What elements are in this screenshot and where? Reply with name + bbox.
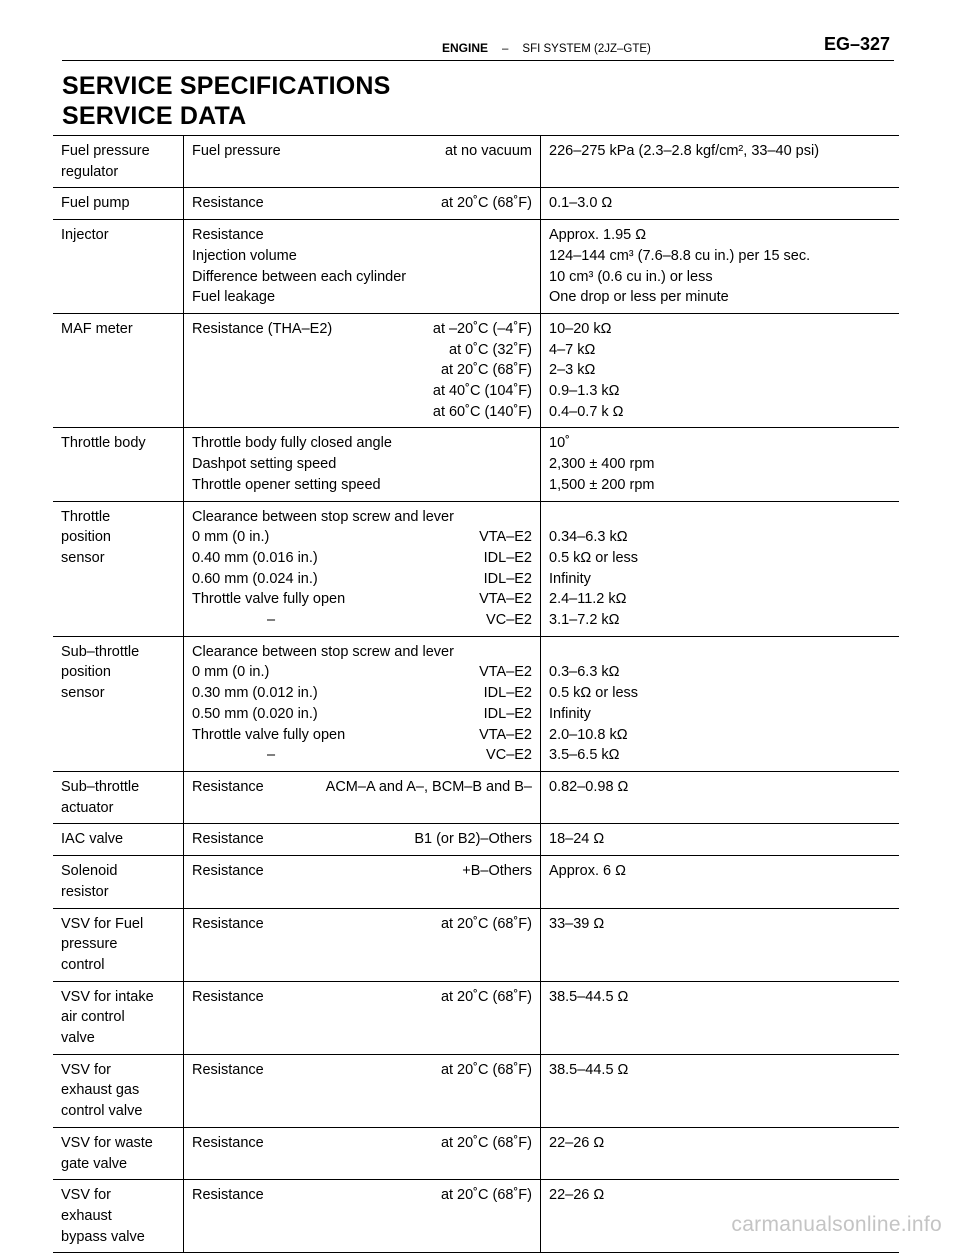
specification-value: 0.5 kΩ or less bbox=[549, 685, 639, 702]
check-item-line bbox=[192, 1060, 532, 1081]
specification-value: 0.34–6.3 kΩ bbox=[549, 529, 628, 546]
component-text: Sub–throttle bbox=[61, 778, 140, 795]
check-condition: at 20˚C (68˚F) bbox=[440, 362, 532, 379]
component-text: position bbox=[61, 664, 111, 681]
title-line-1: SERVICE SPECIFICATIONS bbox=[62, 72, 391, 100]
check-item-label: Throttle body fully closed angle bbox=[192, 435, 392, 452]
check-item-label: 0.60 mm (0.024 in.) bbox=[192, 570, 318, 587]
table-row bbox=[53, 501, 899, 636]
specification-line bbox=[549, 475, 891, 496]
specification-line bbox=[549, 704, 891, 725]
check-item-label: 0 mm (0 in.) bbox=[192, 529, 270, 546]
check-item-line bbox=[192, 319, 532, 340]
table-row bbox=[53, 1127, 899, 1179]
specification-line bbox=[549, 319, 891, 340]
specification-value: 10–20 kΩ bbox=[549, 320, 612, 337]
specification-value: 0.9–1.3 kΩ bbox=[549, 383, 620, 400]
check-item-label: Throttle valve fully open bbox=[192, 591, 346, 608]
table-row bbox=[53, 188, 899, 220]
specification-cell bbox=[541, 220, 900, 314]
component-text: Fuel pump bbox=[61, 195, 130, 212]
component-cell bbox=[53, 1054, 184, 1127]
check-condition: VTA–E2 bbox=[479, 529, 532, 546]
component-text: Throttle body bbox=[61, 435, 146, 452]
component-text: sensor bbox=[61, 549, 105, 566]
specification-value: 2.0–10.8 kΩ bbox=[549, 726, 628, 743]
check-item-cell bbox=[184, 1127, 541, 1179]
component-text: Solenoid bbox=[61, 863, 118, 880]
component-cell bbox=[53, 501, 184, 636]
component-line bbox=[61, 433, 175, 454]
specification-line bbox=[549, 589, 891, 610]
specification-value: 3.1–7.2 kΩ bbox=[549, 612, 620, 629]
check-item-label: Resistance bbox=[192, 1134, 264, 1151]
specification-line bbox=[549, 725, 891, 746]
specification-line bbox=[549, 507, 891, 528]
specification-value: 226–275 kPa (2.3–2.8 kgf/cm², 33–40 psi) bbox=[549, 143, 820, 159]
component-cell bbox=[53, 1127, 184, 1179]
component-cell bbox=[53, 313, 184, 428]
check-item-line bbox=[192, 1185, 532, 1206]
page-title bbox=[62, 71, 391, 131]
section-label bbox=[442, 41, 651, 55]
component-text: Throttle bbox=[61, 508, 111, 525]
specification-line bbox=[549, 914, 891, 935]
component-line bbox=[61, 934, 175, 955]
table-row bbox=[53, 220, 899, 314]
component-text: valve bbox=[61, 1030, 95, 1047]
component-line bbox=[61, 1007, 175, 1028]
specification-line bbox=[549, 433, 891, 454]
check-item-line bbox=[192, 193, 532, 214]
check-item-line bbox=[192, 662, 532, 683]
component-cell bbox=[53, 856, 184, 908]
component-cell bbox=[53, 981, 184, 1054]
specification-line bbox=[549, 340, 891, 361]
check-item-cell bbox=[184, 856, 541, 908]
specification-line bbox=[549, 246, 891, 267]
check-condition: at 40˚C (104˚F) bbox=[432, 383, 532, 400]
check-item-label: Injection volume bbox=[192, 247, 297, 264]
check-item-line bbox=[192, 1133, 532, 1154]
check-condition: VTA–E2 bbox=[479, 591, 532, 608]
component-cell bbox=[53, 908, 184, 981]
specification-value: 38.5–44.5 Ω bbox=[549, 1061, 629, 1078]
check-condition: B1 (or B2)–Others bbox=[414, 831, 532, 848]
component-line bbox=[61, 1185, 175, 1206]
check-item-line bbox=[192, 745, 532, 766]
component-cell bbox=[53, 428, 184, 501]
specification-value: 0.1–3.0 Ω bbox=[549, 195, 613, 212]
specification-line bbox=[549, 193, 891, 214]
check-item-line bbox=[192, 589, 532, 610]
specification-value: 22–26 Ω bbox=[549, 1134, 605, 1151]
component-text: control valve bbox=[61, 1103, 143, 1120]
component-text: Injector bbox=[61, 227, 109, 244]
check-item-label: 0.50 mm (0.020 in.) bbox=[192, 705, 318, 722]
component-text: VSV for Fuel bbox=[61, 915, 144, 932]
check-item-label: Dashpot setting speed bbox=[192, 456, 337, 473]
component-line bbox=[61, 527, 175, 548]
component-text: Sub–throttle bbox=[61, 643, 140, 660]
table-row bbox=[53, 313, 899, 428]
check-condition: at 20˚C (68˚F) bbox=[440, 1061, 532, 1078]
component-cell bbox=[53, 188, 184, 220]
specification-line bbox=[549, 454, 891, 475]
check-item-label: 0 mm (0 in.) bbox=[192, 664, 270, 681]
specification-value: 38.5–44.5 Ω bbox=[549, 988, 629, 1005]
specification-line bbox=[549, 829, 891, 850]
check-item-line bbox=[192, 777, 532, 798]
page-code: EG–327 bbox=[823, 34, 890, 54]
component-text: air control bbox=[61, 1009, 125, 1026]
component-line bbox=[61, 1133, 175, 1154]
check-condition: at 20˚C (68˚F) bbox=[440, 195, 532, 212]
specification-value: 0.82–0.98 Ω bbox=[549, 778, 629, 795]
check-item-label: Resistance bbox=[192, 915, 264, 932]
specification-cell bbox=[541, 824, 900, 856]
table-row bbox=[53, 636, 899, 771]
component-text: gate valve bbox=[61, 1155, 128, 1172]
check-item-line bbox=[192, 987, 532, 1008]
check-item-line bbox=[192, 507, 532, 528]
check-item-line bbox=[192, 340, 532, 361]
specification-value: Infinity bbox=[549, 705, 591, 722]
specification-line bbox=[549, 777, 891, 798]
specification-line bbox=[549, 1133, 891, 1154]
check-item-line bbox=[192, 914, 532, 935]
check-condition: at 20˚C (68˚F) bbox=[440, 1187, 532, 1204]
check-condition: at 20˚C (68˚F) bbox=[440, 988, 532, 1005]
check-item-label: Fuel pressure bbox=[192, 143, 281, 159]
check-item-line bbox=[192, 360, 532, 381]
specification-value: 0.5 kΩ or less bbox=[549, 549, 639, 566]
check-condition: at 60˚C (140˚F) bbox=[432, 403, 532, 420]
specification-cell bbox=[541, 771, 900, 823]
component-line bbox=[61, 955, 175, 976]
specification-line bbox=[549, 610, 891, 631]
table-row bbox=[53, 136, 899, 188]
component-line bbox=[61, 225, 175, 246]
specification-value: 10˚ bbox=[549, 435, 570, 452]
check-item-label: – bbox=[267, 612, 276, 629]
specification-value: 0.4–0.7 k Ω bbox=[549, 403, 624, 420]
check-item-line bbox=[192, 829, 532, 850]
check-condition: at 0˚C (32˚F) bbox=[449, 341, 532, 358]
check-item-line bbox=[192, 683, 532, 704]
check-item-label: Resistance bbox=[192, 195, 264, 212]
check-item-label: Difference between each cylinder bbox=[192, 268, 407, 285]
check-item-cell bbox=[184, 501, 541, 636]
check-item-line bbox=[192, 569, 532, 590]
check-condition: at 20˚C (68˚F) bbox=[440, 1134, 532, 1151]
check-item-line bbox=[192, 610, 532, 631]
specification-cell bbox=[541, 136, 900, 188]
check-condition: at –20˚C (–4˚F) bbox=[432, 320, 532, 337]
check-item-label: Clearance between stop screw and lever bbox=[192, 508, 454, 525]
specification-line bbox=[549, 683, 891, 704]
specification-line bbox=[549, 1185, 891, 1206]
title-line-2: SERVICE DATA bbox=[62, 102, 247, 130]
specification-line bbox=[549, 141, 891, 162]
component-text: exhaust gas bbox=[61, 1082, 140, 1099]
specification-cell bbox=[541, 856, 900, 908]
check-item-label: 0.40 mm (0.016 in.) bbox=[192, 549, 318, 566]
component-line bbox=[61, 914, 175, 935]
component-text: MAF meter bbox=[61, 320, 133, 337]
check-item-line bbox=[192, 642, 532, 663]
specification-line bbox=[549, 548, 891, 569]
check-item-label: Resistance (THA–E2) bbox=[192, 320, 333, 337]
component-text: position bbox=[61, 529, 111, 546]
specification-line bbox=[549, 569, 891, 590]
check-item-label: Resistance bbox=[192, 1061, 264, 1078]
check-condition: VTA–E2 bbox=[479, 664, 532, 681]
check-condition: +B–Others bbox=[462, 863, 532, 880]
check-condition: IDL–E2 bbox=[483, 570, 532, 587]
component-text: Fuel pressure bbox=[61, 143, 150, 159]
section-name: ENGINE bbox=[442, 41, 489, 55]
table-row bbox=[53, 1054, 899, 1127]
specification-value: 124–144 cm³ (7.6–8.8 cu in.) per 15 sec. bbox=[549, 247, 811, 264]
component-line bbox=[61, 1206, 175, 1227]
component-text: IAC valve bbox=[61, 831, 124, 848]
component-text: bypass valve bbox=[61, 1228, 145, 1245]
component-line bbox=[61, 1227, 175, 1248]
check-item-line bbox=[192, 246, 532, 267]
component-line bbox=[61, 319, 175, 340]
check-condition: IDL–E2 bbox=[483, 549, 532, 566]
specification-cell bbox=[541, 1054, 900, 1127]
component-line bbox=[61, 1154, 175, 1175]
component-line bbox=[61, 987, 175, 1008]
specification-value: 0.3–6.3 kΩ bbox=[549, 664, 620, 681]
specification-cell bbox=[541, 1127, 900, 1179]
check-item-cell bbox=[184, 136, 541, 188]
component-text: VSV for waste bbox=[61, 1134, 153, 1151]
specification-line bbox=[549, 225, 891, 246]
component-text: control bbox=[61, 956, 105, 973]
check-item-cell bbox=[184, 188, 541, 220]
check-condition: at 20˚C (68˚F) bbox=[440, 915, 532, 932]
component-line bbox=[61, 829, 175, 850]
table-row bbox=[53, 771, 899, 823]
specification-value: 18–24 Ω bbox=[549, 831, 605, 848]
check-item-label: Fuel leakage bbox=[192, 289, 276, 306]
specification-cell bbox=[541, 908, 900, 981]
component-cell bbox=[53, 136, 184, 188]
check-item-label: 0.30 mm (0.012 in.) bbox=[192, 685, 318, 702]
component-text: resistor bbox=[61, 883, 109, 900]
check-item-line bbox=[192, 433, 532, 454]
check-item-label: Resistance bbox=[192, 863, 264, 880]
component-line bbox=[61, 507, 175, 528]
check-item-line bbox=[192, 704, 532, 725]
check-item-line bbox=[192, 287, 532, 308]
check-condition: VC–E2 bbox=[486, 747, 532, 764]
specification-value: 2.4–11.2 kΩ bbox=[549, 591, 627, 608]
check-item-cell bbox=[184, 981, 541, 1054]
check-item-cell bbox=[184, 313, 541, 428]
check-item-line bbox=[192, 454, 532, 475]
component-line bbox=[61, 777, 175, 798]
specification-value: One drop or less per minute bbox=[549, 289, 729, 306]
component-cell bbox=[53, 824, 184, 856]
specification-value: 2–3 kΩ bbox=[549, 362, 596, 379]
header-separator: – bbox=[502, 43, 509, 55]
check-item-cell bbox=[184, 220, 541, 314]
specification-value: Approx. 1.95 Ω bbox=[549, 227, 647, 244]
check-item-cell bbox=[184, 428, 541, 501]
component-line bbox=[61, 141, 175, 162]
check-item-line bbox=[192, 267, 532, 288]
table-row bbox=[53, 856, 899, 908]
check-item-label: Throttle opener setting speed bbox=[192, 476, 381, 493]
component-line bbox=[61, 642, 175, 663]
check-item-label: – bbox=[267, 747, 276, 764]
check-item-line bbox=[192, 225, 532, 246]
check-item-line bbox=[192, 527, 532, 548]
component-line bbox=[61, 1028, 175, 1049]
service-data-table bbox=[53, 135, 899, 1253]
check-item-line bbox=[192, 548, 532, 569]
specification-cell bbox=[541, 428, 900, 501]
check-item-line bbox=[192, 861, 532, 882]
specification-value: 4–7 kΩ bbox=[549, 341, 596, 358]
specification-cell bbox=[541, 981, 900, 1054]
specification-line bbox=[549, 662, 891, 683]
component-text: actuator bbox=[61, 799, 114, 816]
check-item-label: Resistance bbox=[192, 988, 264, 1005]
specification-line bbox=[549, 987, 891, 1008]
specification-value: Infinity bbox=[549, 570, 591, 587]
specification-line bbox=[549, 267, 891, 288]
check-condition: at no vacuum bbox=[444, 143, 532, 159]
component-cell bbox=[53, 771, 184, 823]
specification-cell bbox=[541, 313, 900, 428]
check-item-line bbox=[192, 381, 532, 402]
specification-line bbox=[549, 381, 891, 402]
subsection-name: SFI SYSTEM (2JZ–GTE) bbox=[522, 43, 651, 55]
component-line bbox=[61, 861, 175, 882]
component-text: pressure bbox=[61, 936, 118, 953]
check-condition: ACM–A and A–, BCM–B and B– bbox=[325, 778, 532, 795]
check-item-cell bbox=[184, 824, 541, 856]
component-line bbox=[61, 882, 175, 903]
specification-value: 33–39 Ω bbox=[549, 915, 605, 932]
component-line bbox=[61, 1101, 175, 1122]
page-header bbox=[62, 20, 894, 61]
component-text: regulator bbox=[61, 163, 119, 180]
check-item-cell bbox=[184, 908, 541, 981]
check-item-line bbox=[192, 141, 532, 162]
check-condition: IDL–E2 bbox=[483, 705, 532, 722]
specification-value: 3.5–6.5 kΩ bbox=[549, 747, 620, 764]
specification-value: 10 cm³ (0.6 cu in.) or less bbox=[549, 268, 713, 285]
component-line bbox=[61, 683, 175, 704]
check-item-cell bbox=[184, 771, 541, 823]
specification-cell bbox=[541, 636, 900, 771]
check-item-line bbox=[192, 402, 532, 423]
component-text: VSV for bbox=[61, 1061, 111, 1078]
specification-line bbox=[549, 861, 891, 882]
watermark: carmanualsonline.info bbox=[731, 1213, 942, 1236]
component-text: VSV for intake bbox=[61, 988, 154, 1005]
specification-line bbox=[549, 402, 891, 423]
check-condition: VTA–E2 bbox=[479, 726, 532, 743]
check-item-label: Clearance between stop screw and lever bbox=[192, 643, 454, 660]
specification-value: Approx. 6 Ω bbox=[549, 863, 626, 880]
component-text: exhaust bbox=[61, 1207, 112, 1224]
check-item-cell bbox=[184, 1054, 541, 1127]
specification-line bbox=[549, 642, 891, 663]
table-row bbox=[53, 908, 899, 981]
check-item-line bbox=[192, 725, 532, 746]
check-condition: IDL–E2 bbox=[483, 685, 532, 702]
check-item-label: Resistance bbox=[192, 1187, 264, 1204]
component-text: VSV for bbox=[61, 1187, 111, 1204]
component-line bbox=[61, 162, 175, 183]
component-line bbox=[61, 1060, 175, 1081]
component-text: sensor bbox=[61, 685, 105, 702]
check-item-label: Resistance bbox=[192, 227, 264, 244]
table-row bbox=[53, 428, 899, 501]
specification-cell bbox=[541, 188, 900, 220]
check-item-label: Resistance bbox=[192, 831, 264, 848]
component-cell bbox=[53, 636, 184, 771]
component-line bbox=[61, 662, 175, 683]
check-item-label: Resistance bbox=[192, 778, 264, 795]
component-cell bbox=[53, 220, 184, 314]
specification-line bbox=[549, 745, 891, 766]
specification-value: 2,300 ± 400 rpm bbox=[549, 456, 655, 473]
check-condition: VC–E2 bbox=[486, 612, 532, 629]
component-line bbox=[61, 798, 175, 819]
specification-line bbox=[549, 360, 891, 381]
specification-line bbox=[549, 287, 891, 308]
check-item-label: Throttle valve fully open bbox=[192, 726, 346, 743]
specification-cell bbox=[541, 501, 900, 636]
specification-line bbox=[549, 1060, 891, 1081]
specification-value: 22–26 Ω bbox=[549, 1187, 605, 1204]
table-row bbox=[53, 981, 899, 1054]
component-line bbox=[61, 1080, 175, 1101]
check-item-cell bbox=[184, 636, 541, 771]
component-line bbox=[61, 193, 175, 214]
specification-line bbox=[549, 527, 891, 548]
check-item-line bbox=[192, 475, 532, 496]
specification-value: 1,500 ± 200 rpm bbox=[549, 476, 655, 493]
table-row bbox=[53, 824, 899, 856]
component-line bbox=[61, 548, 175, 569]
